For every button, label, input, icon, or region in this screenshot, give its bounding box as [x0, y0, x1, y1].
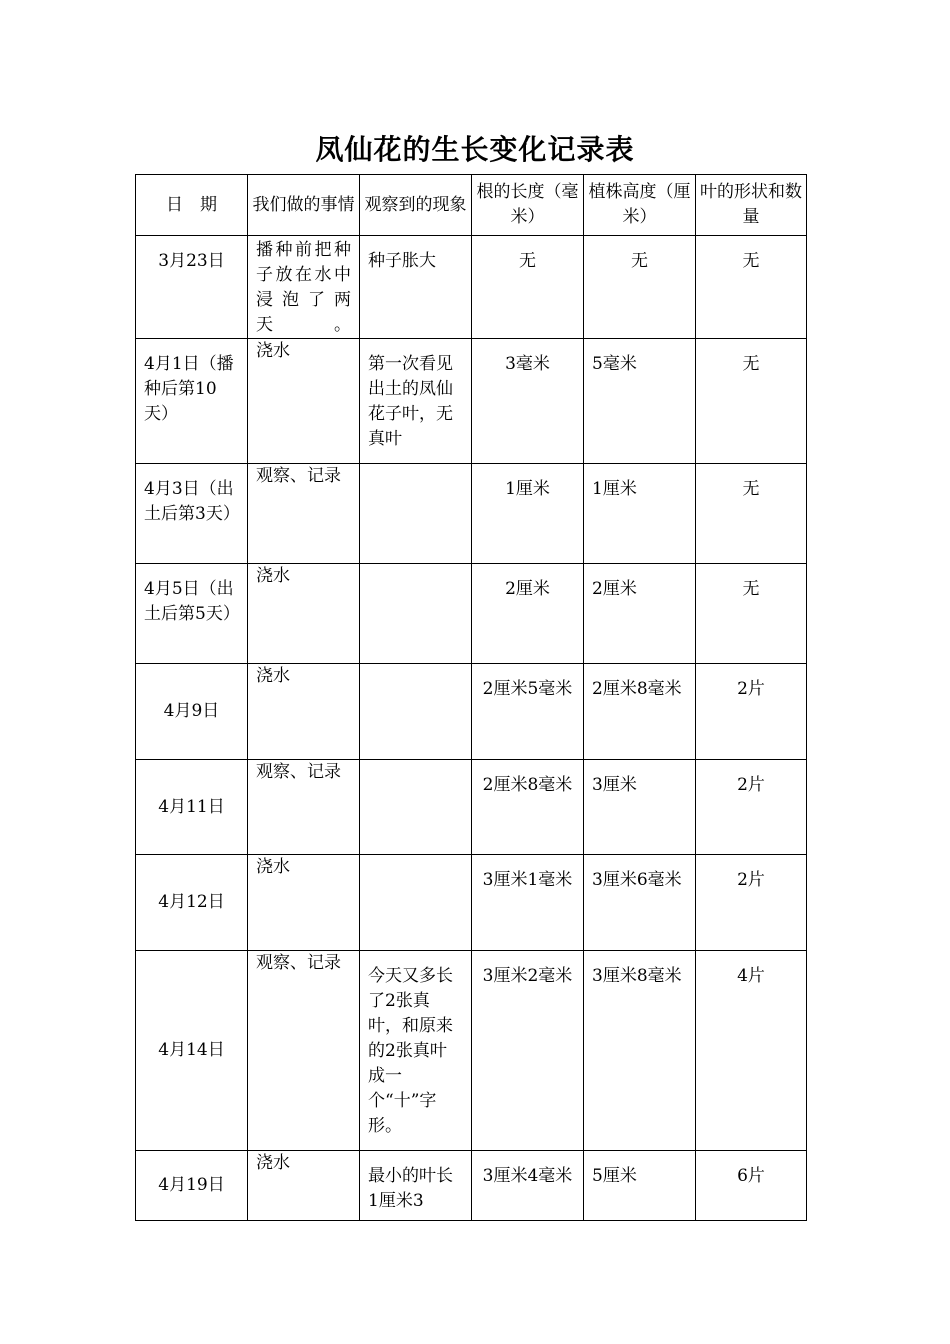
cell-root-length: 2厘米 [472, 564, 584, 664]
header-action: 我们做的事情 [248, 175, 360, 236]
cell-plant-height: 2厘米 [584, 564, 696, 664]
cell-date: 4月19日 [136, 1151, 248, 1221]
cell-date: 4月1日（播种后第10天） [136, 339, 248, 464]
cell-root-length: 2厘米8毫米 [472, 760, 584, 855]
cell-root-length: 3毫米 [472, 339, 584, 464]
cell-action: 浇水 [248, 1151, 360, 1221]
cell-leaf: 4片 [696, 951, 807, 1151]
header-row [136, 175, 807, 236]
cell-observation: 种子胀大 [360, 236, 472, 339]
cell-action: 浇水 [248, 564, 360, 664]
table-row [136, 855, 807, 951]
table-row [136, 664, 807, 760]
cell-action: 浇水 [248, 664, 360, 760]
cell-observation [360, 760, 472, 855]
header-observation: 观察到的现象 [360, 175, 472, 236]
cell-root-length: 3厘米4毫米 [472, 1151, 584, 1221]
cell-date: 4月12日 [136, 855, 248, 951]
cell-root-length: 1厘米 [472, 464, 584, 564]
table-row [136, 236, 807, 339]
cell-action: 观察、记录 [248, 464, 360, 564]
cell-plant-height: 2厘米8毫米 [584, 664, 696, 760]
header-leaf: 叶的形状和数量 [696, 175, 807, 236]
cell-observation [360, 855, 472, 951]
cell-date: 4月9日 [136, 664, 248, 760]
table-row [136, 339, 807, 464]
cell-leaf: 无 [696, 339, 807, 464]
table-row [136, 760, 807, 855]
cell-leaf: 6片 [696, 1151, 807, 1221]
cell-leaf: 2片 [696, 760, 807, 855]
cell-date: 4月11日 [136, 760, 248, 855]
cell-date: 4月14日 [136, 951, 248, 1151]
cell-observation: 第一次看见出土的凤仙花子叶，无真叶 [360, 339, 472, 464]
page-title: 凤仙花的生长变化记录表 [315, 133, 635, 166]
growth-record-table [135, 174, 807, 1221]
cell-plant-height: 5毫米 [584, 339, 696, 464]
cell-plant-height: 3厘米6毫米 [584, 855, 696, 951]
cell-action: 观察、记录 [248, 760, 360, 855]
cell-plant-height: 1厘米 [584, 464, 696, 564]
cell-date: 4月3日（出土后第3天） [136, 464, 248, 564]
cell-action: 播种前把种子放在水中浸泡了两天。 [248, 236, 360, 339]
cell-date: 3月23日 [136, 236, 248, 339]
cell-leaf: 2片 [696, 664, 807, 760]
header-plant-height: 植株高度（厘米） [584, 175, 696, 236]
cell-root-length: 无 [472, 236, 584, 339]
cell-root-length: 2厘米5毫米 [472, 664, 584, 760]
table-row [136, 464, 807, 564]
cell-action: 观察、记录 [248, 951, 360, 1151]
cell-leaf: 2片 [696, 855, 807, 951]
cell-root-length: 3厘米1毫米 [472, 855, 584, 951]
cell-plant-height: 3厘米 [584, 760, 696, 855]
table-row [136, 564, 807, 664]
cell-plant-height: 无 [584, 236, 696, 339]
cell-root-length: 3厘米2毫米 [472, 951, 584, 1151]
cell-action: 浇水 [248, 339, 360, 464]
cell-leaf: 无 [696, 236, 807, 339]
cell-leaf: 无 [696, 564, 807, 664]
cell-observation: 最小的叶长1厘米3 [360, 1151, 472, 1221]
cell-observation [360, 564, 472, 664]
cell-plant-height: 5厘米 [584, 1151, 696, 1221]
cell-observation: 今天又多长了2张真叶，和原来的2张真叶成一个“十”字形。 [360, 951, 472, 1151]
header-root-length: 根的长度（毫米） [472, 175, 584, 236]
cell-observation [360, 664, 472, 760]
cell-date: 4月5日（出土后第5天） [136, 564, 248, 664]
table-row [136, 1151, 807, 1221]
header-date: 日 期 [136, 175, 248, 236]
cell-observation [360, 464, 472, 564]
cell-leaf: 无 [696, 464, 807, 564]
cell-plant-height: 3厘米8毫米 [584, 951, 696, 1151]
table-row [136, 951, 807, 1151]
cell-action: 浇水 [248, 855, 360, 951]
